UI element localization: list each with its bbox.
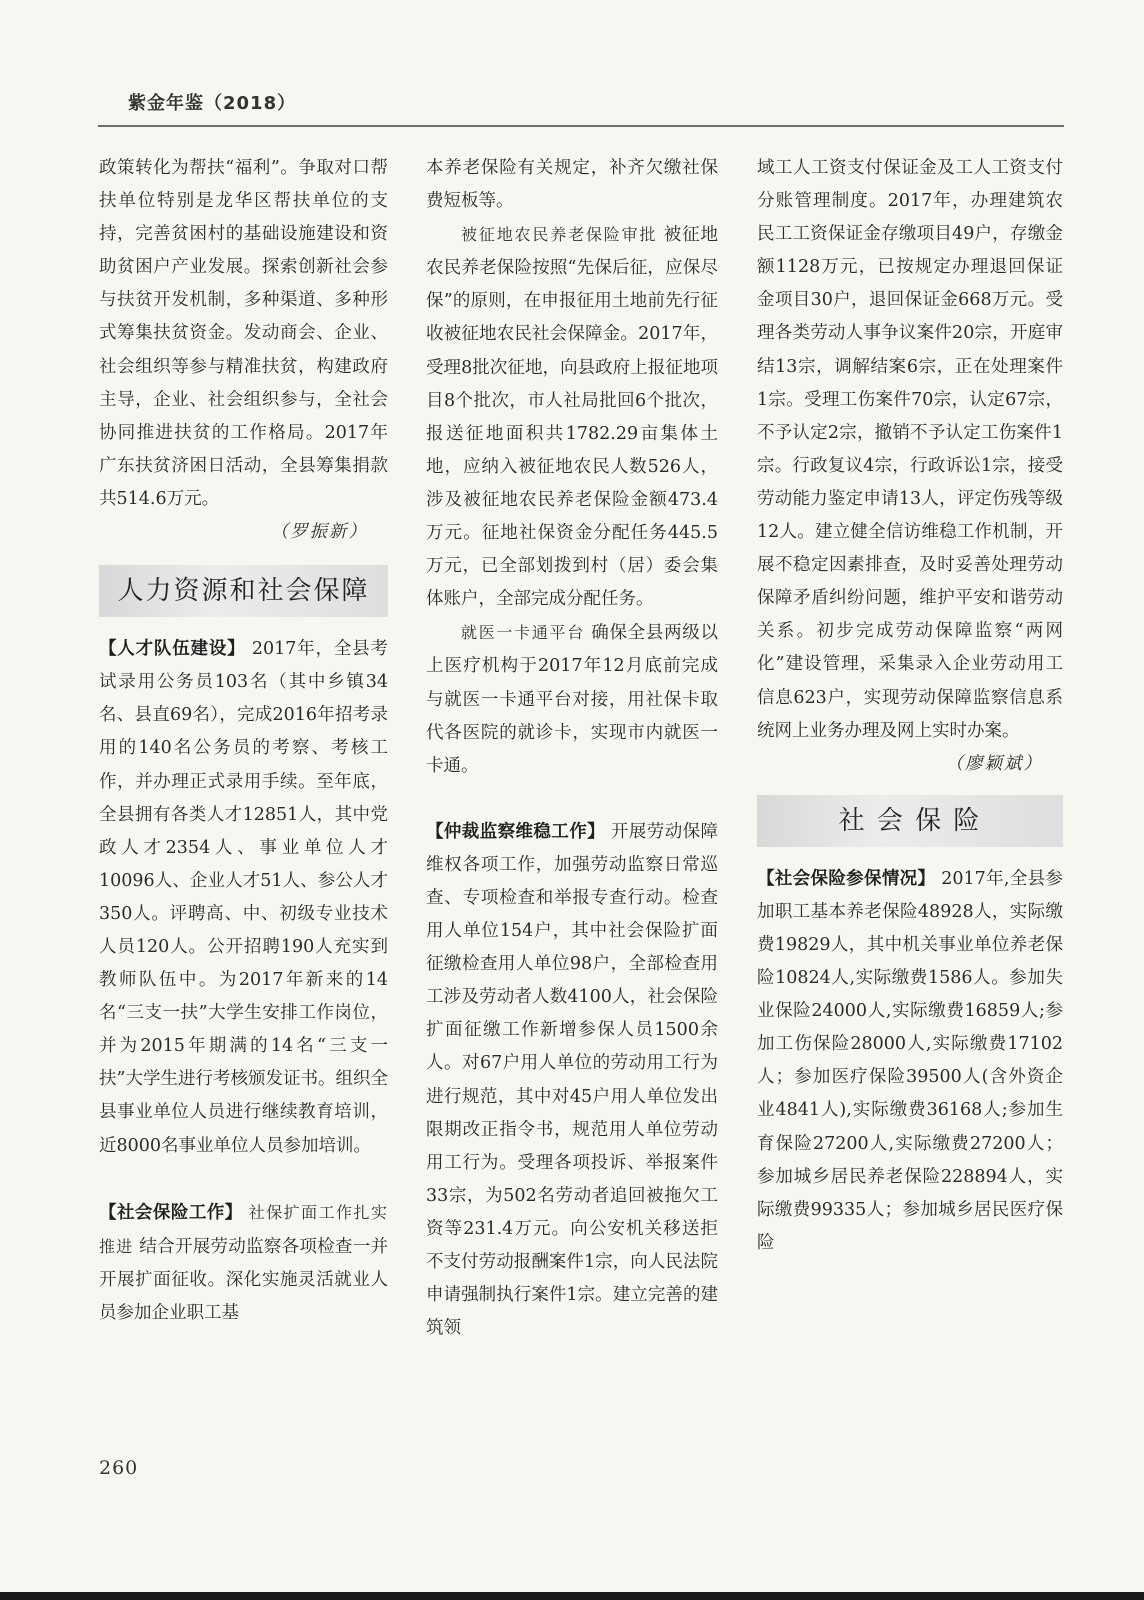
page-number: 260 <box>99 1457 139 1479</box>
paragraph <box>426 816 718 1346</box>
section-heading: 人力资源和社会保障 <box>99 565 388 617</box>
paragraph-title: 【社会保险工作】 <box>99 1202 243 1223</box>
header-rule <box>98 125 1064 127</box>
paragraph-subtitle: 被征地农民养老保险审批 <box>461 225 658 245</box>
paragraph-subtitle: 社保扩面工作扎实推进 <box>99 1202 388 1256</box>
paragraph: 域工人工资支付保证金及工人工资支付分账管理制度。2017年，办理建筑农民工工资保证金存缴项目49户，存缴金额1128万元，已按规定办理退回保证金项目30户，退回保证金668万元。受理各类劳动人事争议案件20宗，开庭审结13宗，调解结案6宗，正在处理案件1宗。受理工伤案件70宗，认定67宗，不予认定2宗，撤销不予认定工伤案件1宗。行政复议4宗，行政诉讼1宗，接受劳动能力鉴定申请13人，评定伤残等级12人。建立健全信访维稳工作机制，开展不稳定因素排查，及时妥善处理劳动保障矛盾纠纷问题，维护平安和谐劳动关系。初步完成劳动保障监察“两网化”建设管理，采集录入企业劳动用工信息623户，实现劳动保障监察信息系统网上业务办理及网上实时办案。 <box>757 158 1063 741</box>
column-2 <box>426 152 718 1345</box>
paragraph-body: 结合开展劳动监察各项检查一并开展扩面征收。深化实施灵活就业人员参加企业职工基 <box>99 1236 388 1323</box>
paragraph-body: 开展劳动保障维权各项工作，加强劳动监察日常巡查、专项检查和举报专查行动。检查用人单位154户，其中社会保险扩面征缴检查用人单位98户，全部检查用工涉及劳动者人数4100人，社会保险扩面征缴工作新增参保人员1500余人。对67户用人单位的劳动用工行为进行规范，其中对45户用人单位发出限期改正指令书，规范用人单位劳动用工行为。受理各项投诉、举报案件33宗，为502名劳动者追回被拖欠工资等231.4万元。向公安机关移送拒不支付劳动报酬案件1宗，向人民法院申请强制执行案件1宗。建立完善的建筑领 <box>426 821 718 1339</box>
paragraph <box>426 616 718 782</box>
column-1 <box>99 152 388 1330</box>
paragraph <box>757 863 1063 1260</box>
paragraph <box>99 633 388 1163</box>
paragraph <box>99 1196 388 1330</box>
paragraph-body: 确保全县两级以上医疗机构于2017年12月底前完成与就医一卡通平台对接，用社保卡取代各医院的就诊卡，实现市内就医一卡通。 <box>426 623 718 776</box>
book-title: 紫金年鉴（2018） <box>128 93 297 114</box>
column-3 <box>757 152 1063 1260</box>
paragraph: 政策转化为帮扶“福利”。争取对口帮扶单位特别是龙华区帮扶单位的支持，完善贫困村的基础设施建设和资助贫困户产业发展。探索创新社会参与扶贫开发机制，多种渠道、多种形式筹集扶贫资金。发动商会、企业、社会组织等参与精准扶贫，构建政府主导，企业、社会组织参与，全社会协同推进扶贫的工作格局。2017年广东扶贫济困日活动，全县筹集捐款共514.6万元。 <box>99 158 388 509</box>
scan-edge <box>0 1592 1144 1600</box>
paragraph-title: 【社会保险参保情况】 <box>757 868 936 889</box>
paragraph-subtitle: 就医一卡通平台 <box>461 623 585 643</box>
paragraph <box>426 218 718 616</box>
paragraph-title: 【仲裁监察维稳工作】 <box>426 821 606 842</box>
author-credit: （罗振新） <box>270 522 368 543</box>
paragraph-title: 【人才队伍建设】 <box>99 639 246 660</box>
paragraph-body: 2017年，全县考试录用公务员103名（其中乡镇34名、县直69名），完成2016年招考录用的140名公务员的考察、考核工作，并办理正式录用手续。至年底，全县拥有各类人才12851人，其中党政人才2354人、事业单位人才10096人、企业人才51人、参公人才350人。评聘高、中、初级专业技术人员120人。公开招聘190人充实到教师队伍中。为2017年新来的14名“三支一扶”大学生安排工作岗位，并为2015年期满的14名“三支一扶”大学生进行考核颁发证书。组织全县事业单位人员进行继续教育培训，近8000名事业单位人员参加培训。 <box>99 639 388 1156</box>
section-heading: 社 会 保 险 <box>757 795 1063 847</box>
paragraph: 本养老保险有关规定，补齐欠缴社保费短板等。 <box>426 158 718 212</box>
paragraph-body: 2017年,全县参加职工基本养老保险48928人，实际缴费19829人，其中机关事业单位养老保险10824人,实际缴费1586人。参加失业保险24000人,实际缴费16859人;参加工伤保险28000人,实际缴费17102人；参加医疗保险39500人(含外资企业4841人),实际缴费36168人;参加生育保险27200人,实际缴费27200人；参加城乡居民养老保险228894人，实际缴费99335人；参加城乡居民医疗保险 <box>757 868 1063 1253</box>
author-credit: （廖颖斌） <box>945 753 1043 774</box>
paragraph-body: 被征地农民养老保险按照“先保后征，应保尽保”的原则，在申报征用土地前先行征收被征地农民社会保障金。2017年，受理8批次征地，向县政府上报征地项目8个批次，市人社局批回6个批次，报送征地面积共1782.29亩集体土地，应纳入被征地农民人数526人，涉及被征地农民养老保险金额473.4万元。征地社保资金分配任务445.5万元，已全部划拨到村（居）委会集体账户，全部完成分配任务。 <box>426 225 718 610</box>
